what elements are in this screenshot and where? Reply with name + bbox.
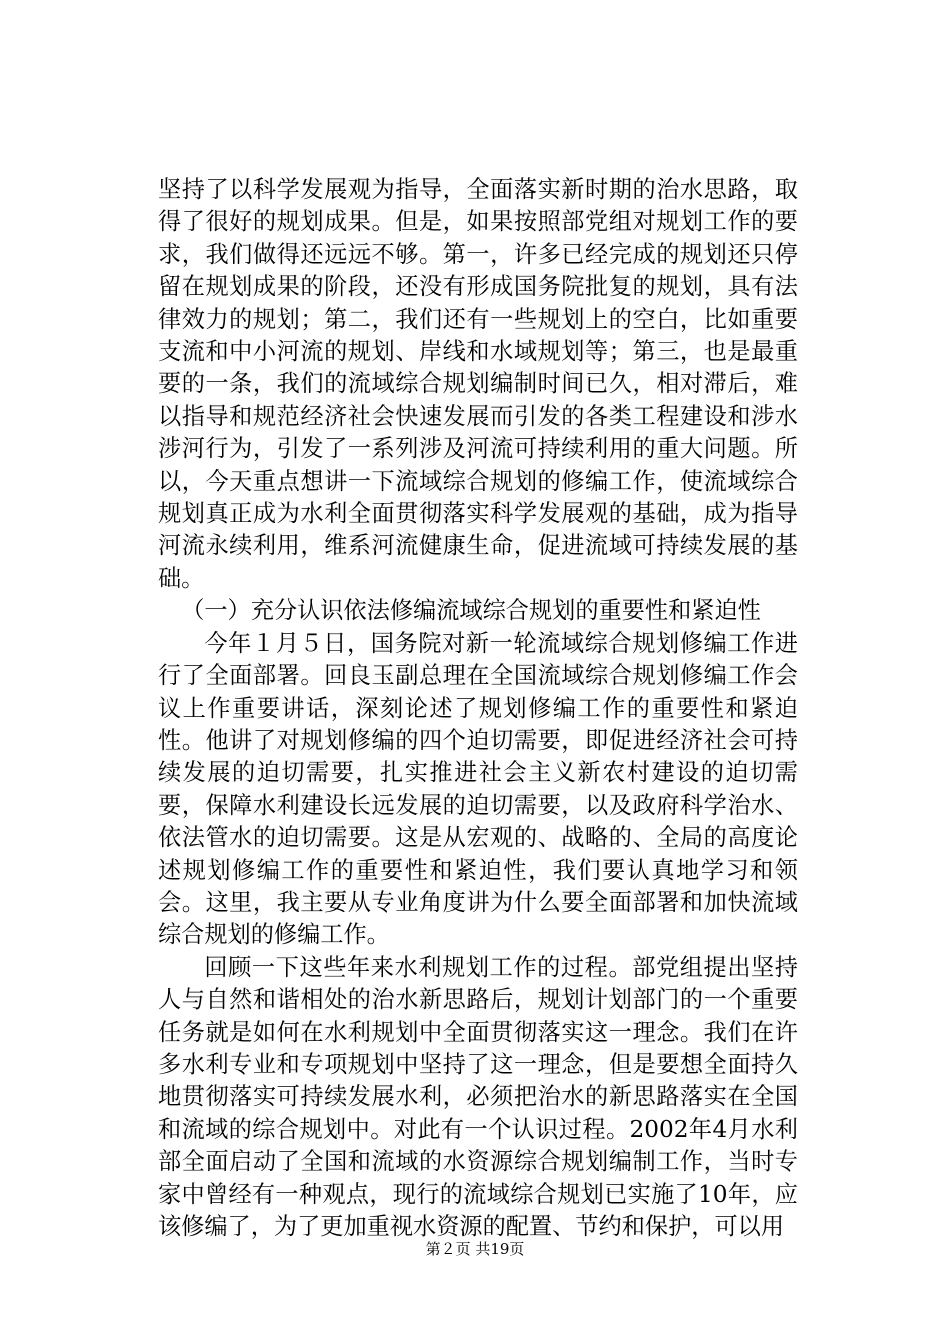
paragraph-continuation: 坚持了以科学发展观为指导，全面落实新时期的治水思路，取得了很好的规划成果。但是，如果按照部党组对规划工作的要求，我们做得还远远不够。第一，许多已经完成的规划还只停留在规划成果的阶段，还没有形成国务院批复的规划，具有法律效力的规划；第二，我们还有一些规划上的空白，比如重要支流和中小河流的规划、岸线和水域规划等；第三，也是最重要的一条，我们的流域综合规划编制时间已久，相对滞后，难以指导和规范经济社会快速发展而引发的各类工程建设和涉水涉河行为，引发了一系列涉及河流可持续利用的重大问题。所以，今天重点想讲一下流域综合规划的修编工作，使流域综合规划真正成为水利全面贯彻落实科学发展观的基础，成为指导河流永续利用，维系河流健康生命，促进流域可持续发展的基础。 — [158, 176, 798, 592]
paragraph: 今年１月５日，国务院对新一轮流域综合规划修编工作进行了全面部署。回良玉副总理在全国流域综合规划修编工作会议上作重要讲话，深刻论述了规划修编工作的重要性和紧迫性。他讲了对规划修编的四个迫切需要，即促进经济社会可持续发展的迫切需要，扎实推进社会主义新农村建设的迫切需要，保障水利建设长远发展的迫切需要，以及政府科学治水、依法管水的迫切需要。这是从宏观的、战略的、全局的高度论述规划修编工作的重要性和紧迫性，我们要认真地学习和领会。这里，我主要从专业角度讲为什么要全面部署和加快流域综合规划的修编工作。 — [158, 629, 798, 949]
section-heading: （一）充分认识依法修编流域综合规划的重要性和紧迫性 — [181, 597, 761, 625]
document-body — [158, 174, 798, 1243]
page-number-footer: 第２页 共19页 — [425, 1240, 525, 1258]
paragraph: 回顾一下这些年来水利规划工作的过程。部党组提出坚持人与自然和谐相处的治水新思路后，规划计划部门的一个重要任务就是如何在水利规划中全面贯彻落实这一理念。我们在许多水利专业和专项规划中坚持了这一理念，但是要想全面持久地贯彻落实可持续发展水利，必须把治水的新思路落实在全国和流域的综合规划中。对此有一个认识过程。2002年4月水利部全面启动了全国和流域的水资源综合规划编制工作，当时专家中曾经有一种观点，现行的流域综合规划已实施了10年，应该修编了，为了更加重视水资源的配置、节约和保护，可以用 — [158, 953, 798, 1240]
